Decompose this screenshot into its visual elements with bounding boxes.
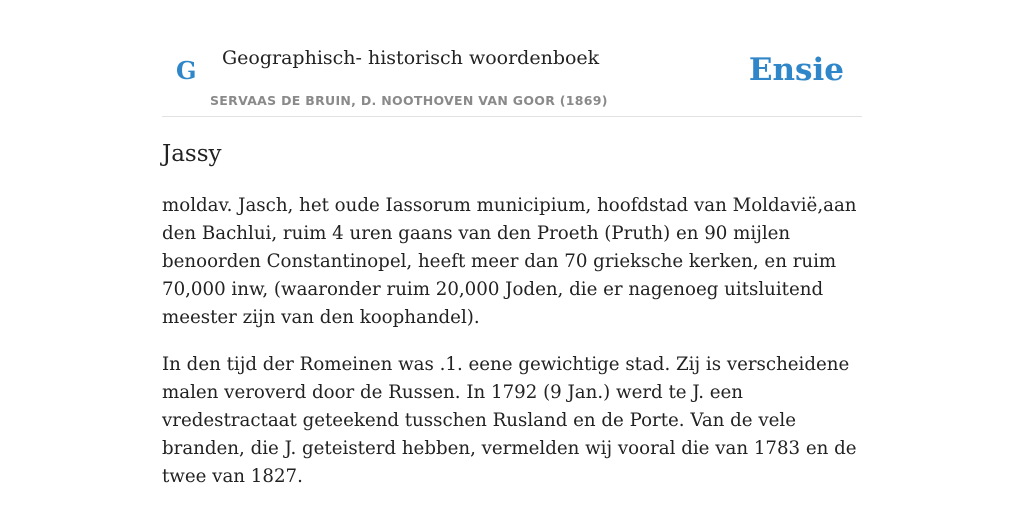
ensie-logo[interactable]: Ensie [748,52,844,88]
entry-paragraph: moldav. Jasch, het oude Iassorum municipium, hoofdstad van Moldavië,aan den Bachlui, ruim 4 uren gaans van den Proeth (Pruth) en 90 mijlen benoorden Constantinopel, heeft meer dan 70 grieksche kerken, en ruim 70,000 inw, (waaronder ruim 20,000 Joden, die er nagenoeg uitsluitend meester zijn van den koophandel). [162,195,857,328]
book-title-link[interactable]: Geographisch- historisch woordenboek [222,47,600,69]
entry-paragraph: In den tijd der Romeinen was .1. eene gewichtige stad. Zij is verscheidene malen veroverd door de Russen. In 1792 (9 Jan.) werd te J. een vredestractaat geteekend tusschen Rusland en de Porte. Van de vele branden, die J. geteisterd hebben, vermelden wij vooral die van 1783 en de twee van 1827. [162,354,857,487]
book-letter-icon[interactable]: G [176,56,197,85]
entry-body [162,192,862,510]
book-authors: SERVAAS DE BRUIN, D. NOOTHOVEN VAN GOOR (1869) [210,93,608,108]
book-header [162,0,862,117]
entry-title: Jassy [162,141,222,167]
